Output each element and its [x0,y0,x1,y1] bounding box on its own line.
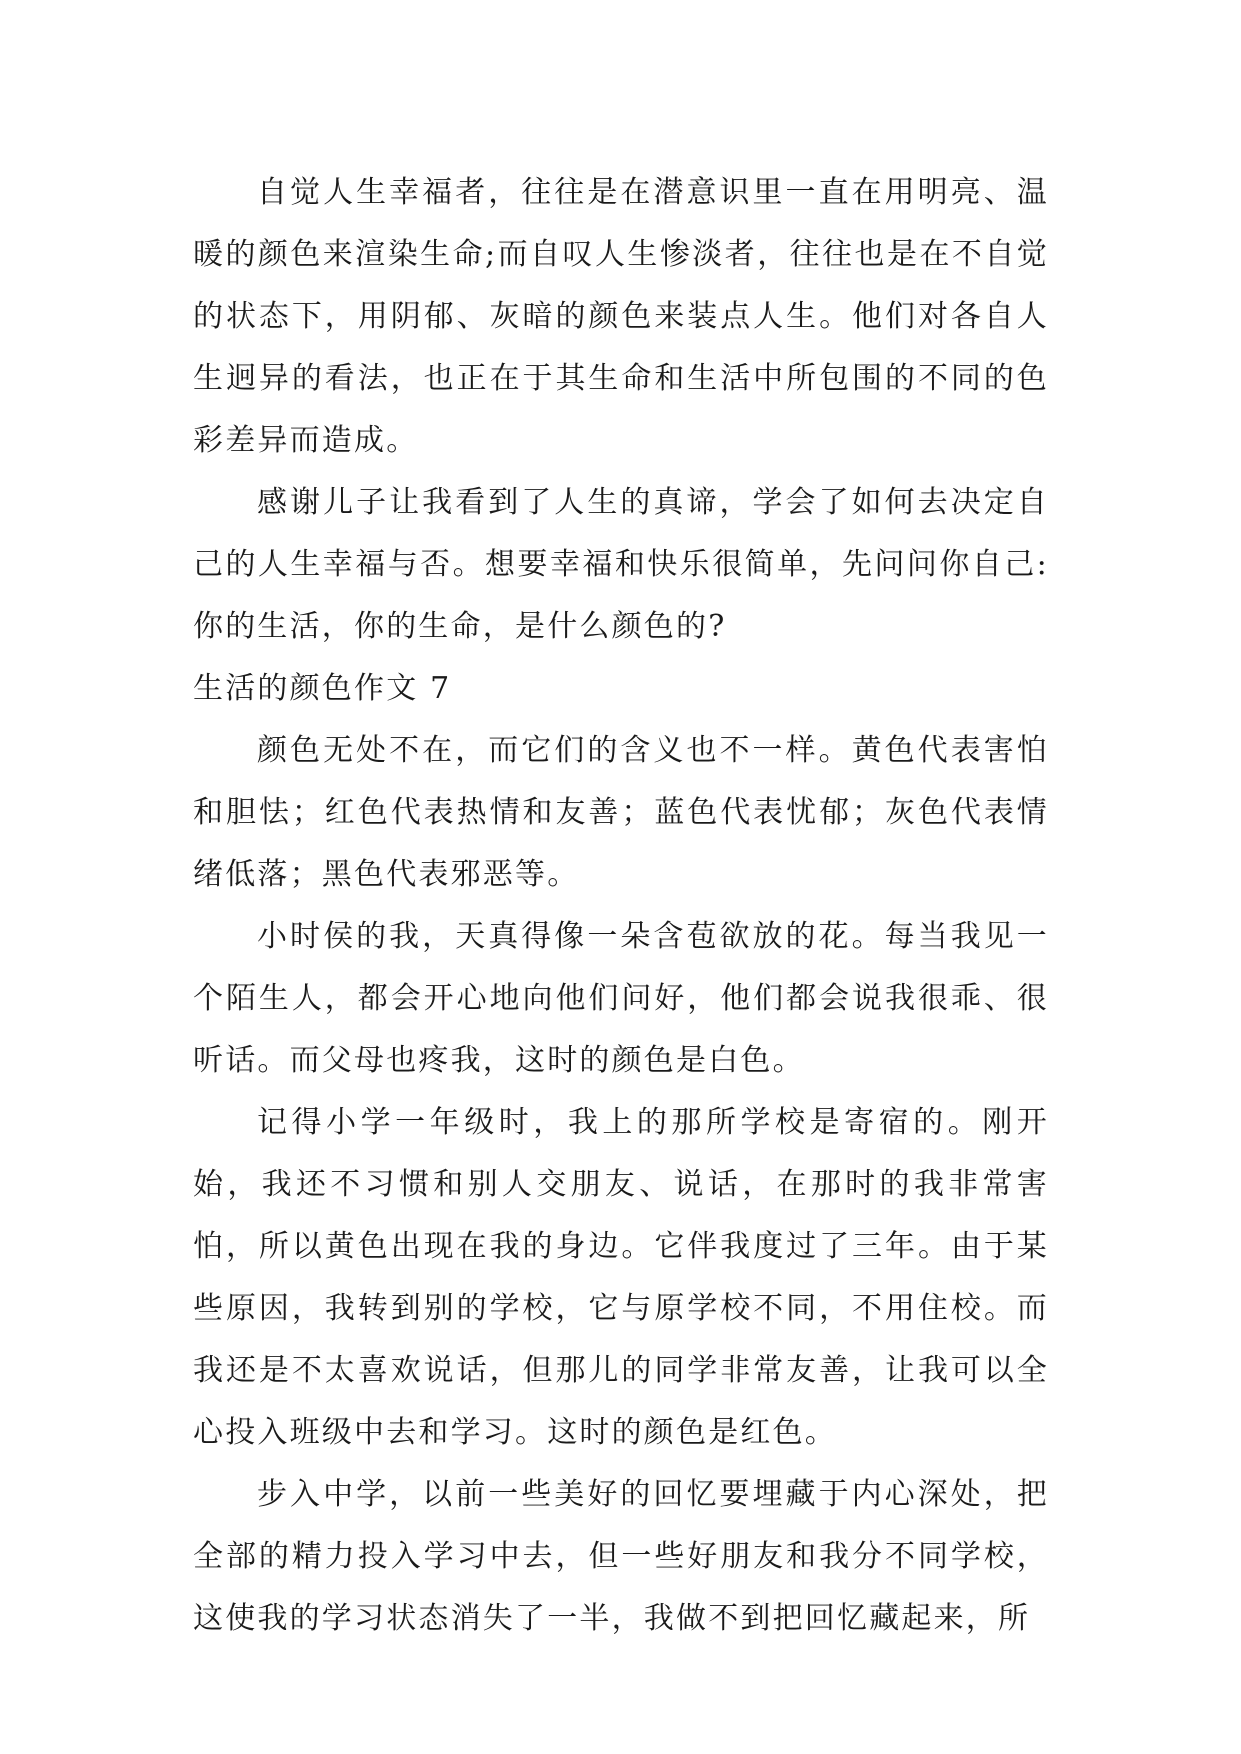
paragraph-primary-school: 记得小学一年级时，我上的那所学校是寄宿的。刚开始，我还不习惯和别人交朋友、说话，在那时的我非常害怕，所以黄色出现在我的身边。它伴我度过了三年。由于某些原因，我转到别的学校，它与原学校不同，不用住校。而我还是不太喜欢说话，但那儿的同学非常友善，让我可以全心投入班级中去和学习。这时的颜色是红色。 [193,1105,1049,1450]
document-page [193,162,1049,1650]
paragraph-happiness: 自觉人生幸福者，往往是在潜意识里一直在用明亮、温暖的颜色来渲染生命;而自叹人生惨淡者，往往也是在不自觉的状态下，用阴郁、灰暗的颜色来装点人生。他们对各自人生迥异的看法，也正在于其生命和生活中所包围的不同的色彩差异而造成。 [193,175,1049,458]
paragraph-gratitude: 感谢儿子让我看到了人生的真谛，学会了如何去决定自己的人生幸福与否。想要幸福和快乐很简单，先问问你自己:你的生活，你的生命，是什么颜色的? [193,485,1049,644]
paragraph-middle-school: 步入中学，以前一些美好的回忆要埋藏于内心深处，把全部的精力投入学习中去，但一些好朋友和我分不同学校，这使我的学习状态消失了一半，我做不到把回忆藏起来，所 [193,1477,1049,1636]
paragraph-color-meanings: 颜色无处不在，而它们的含义也不一样。黄色代表害怕和胆怯；红色代表热情和友善；蓝色代表忧郁；灰色代表情绪低落；黑色代表邪恶等。 [193,733,1049,892]
paragraph-childhood: 小时侯的我，天真得像一朵含苞欲放的花。每当我见一个陌生人，都会开心地向他们问好，他们都会说我很乖、很听话。而父母也疼我，这时的颜色是白色。 [193,919,1049,1078]
essay-heading: 生活的颜色作文 7 [193,671,452,706]
